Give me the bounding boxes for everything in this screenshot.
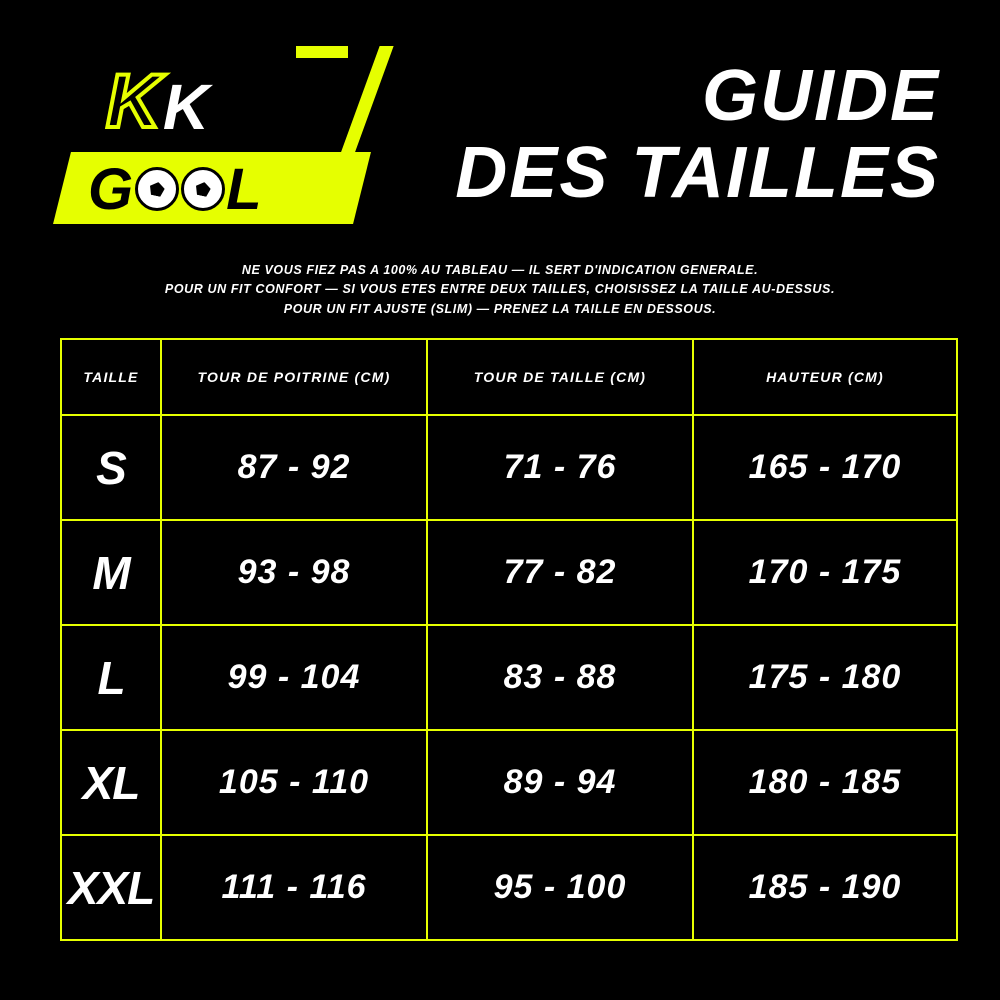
note-line: POUR UN FIT AJUSTE (SLIM) — PRENEZ LA TAILLE EN DESSOUS. bbox=[283, 301, 717, 316]
notes-block bbox=[0, 261, 1000, 319]
cell-chest: 111 - 116 bbox=[161, 835, 427, 940]
cell-chest: 99 - 104 bbox=[161, 625, 427, 730]
column-header-chest: TOUR DE POITRINE (CM) bbox=[161, 339, 427, 415]
logo-kk-row bbox=[106, 59, 210, 144]
note-line: POUR UN FIT CONFORT — SI VOUS ETES ENTRE DEUX TAILLES, CHOISISSEZ LA TAILLE AU-DESSUS. bbox=[164, 282, 836, 297]
table-row bbox=[61, 730, 957, 835]
logo-slash-top-icon bbox=[296, 46, 348, 58]
table-head bbox=[61, 339, 957, 415]
cell-waist: 77 - 82 bbox=[427, 520, 693, 625]
logo-gool-suffix: L bbox=[226, 156, 263, 222]
table-row bbox=[61, 835, 957, 940]
table-row bbox=[61, 415, 957, 520]
page-title-line2: DES TAILLES bbox=[455, 133, 940, 214]
header bbox=[0, 0, 1000, 255]
logo-slash-icon bbox=[340, 46, 393, 154]
cell-size: L bbox=[61, 625, 161, 730]
table-body bbox=[61, 415, 957, 940]
cell-chest: 93 - 98 bbox=[161, 520, 427, 625]
cell-height: 165 - 170 bbox=[693, 415, 957, 520]
cell-waist: 95 - 100 bbox=[427, 835, 693, 940]
size-table bbox=[60, 338, 958, 941]
cell-height: 175 - 180 bbox=[693, 625, 957, 730]
cell-size: XL bbox=[61, 730, 161, 835]
soccer-ball-icon bbox=[135, 167, 179, 211]
cell-waist: 71 - 76 bbox=[427, 415, 693, 520]
logo-k-outline: K bbox=[106, 59, 159, 144]
cell-size: S bbox=[61, 415, 161, 520]
cell-size: M bbox=[61, 520, 161, 625]
logo-k-solid: K bbox=[162, 71, 210, 144]
cell-height: 180 - 185 bbox=[693, 730, 957, 835]
page-title-line1: GUIDE bbox=[701, 56, 940, 136]
column-header-size: TAILLE bbox=[61, 339, 161, 415]
cell-chest: 87 - 92 bbox=[161, 415, 427, 520]
cell-size: XXL bbox=[61, 835, 161, 940]
cell-waist: 83 - 88 bbox=[427, 625, 693, 730]
column-header-waist: TOUR DE TAILLE (CM) bbox=[427, 339, 693, 415]
cell-height: 185 - 190 bbox=[693, 835, 957, 940]
brand-logo bbox=[62, 42, 392, 242]
size-table-wrapper bbox=[60, 338, 940, 941]
page-title bbox=[420, 56, 940, 214]
cell-waist: 89 - 94 bbox=[427, 730, 693, 835]
note-line: NE VOUS FIEZ PAS A 100% AU TABLEAU — IL SERT D'INDICATION GENERALE. bbox=[241, 263, 759, 277]
table-header-row bbox=[61, 339, 957, 415]
soccer-ball-icon bbox=[181, 167, 225, 211]
table-row bbox=[61, 625, 957, 730]
column-header-height: HAUTEUR (CM) bbox=[693, 339, 957, 415]
logo-gool-prefix: G bbox=[88, 156, 135, 222]
cell-chest: 105 - 110 bbox=[161, 730, 427, 835]
table-row bbox=[61, 520, 957, 625]
logo-gool-text bbox=[88, 156, 368, 222]
cell-height: 170 - 175 bbox=[693, 520, 957, 625]
